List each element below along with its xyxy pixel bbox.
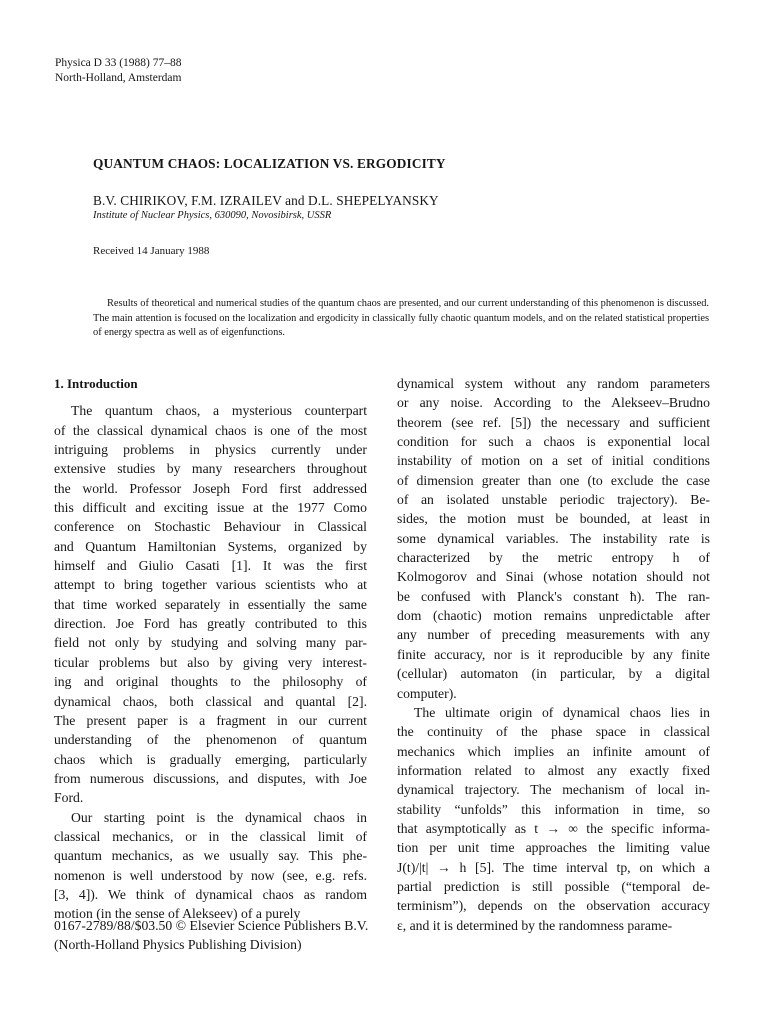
text-line: terminism”), depends on the observation accuracy bbox=[397, 898, 710, 914]
text-line: attempt to bring together various scientists who at bbox=[54, 577, 367, 593]
journal-info bbox=[55, 56, 182, 86]
division-line: (North-Holland Physics Publishing Division) bbox=[54, 937, 302, 952]
text-line: classical mechanics, or in the classical limit of bbox=[54, 828, 367, 844]
text-line: any number of preceding measurements with any bbox=[397, 627, 710, 643]
paper-title: QUANTUM CHAOS: LOCALIZATION VS. ERGODICITY bbox=[93, 156, 446, 171]
text-line: intriguing problems in physics currently under bbox=[54, 442, 367, 458]
paper-authors: B.V. CHIRIKOV, F.M. IZRAILEV and D.L. SHEPELYANSKY bbox=[93, 193, 439, 208]
text-line: be confused with Planck's constant ħ). The ran- bbox=[397, 588, 710, 604]
text-line: understanding of the phenomenon of quantum bbox=[54, 732, 367, 748]
text-line: finite accuracy, nor is it reproducible by any finite bbox=[397, 646, 710, 662]
text-line: of an isolated unstable periodic trajectory). Be- bbox=[397, 492, 710, 508]
author-affiliation: Institute of Nuclear Physics, 630090, Novosibirsk, USSR bbox=[93, 210, 332, 221]
text-line: sides, the motion must be bounded, at least in bbox=[397, 511, 710, 527]
text-line: from numerous discussions, and disputes, with Joe bbox=[54, 770, 367, 786]
text-line: conference on Stochastic Behaviour in Classical bbox=[54, 519, 367, 535]
right-column bbox=[397, 374, 710, 935]
journal-citation: Physica D 33 (1988) 77–88 bbox=[55, 57, 182, 69]
text-line: (cellular) automaton (in particular, by a digital bbox=[397, 666, 710, 682]
text-line: [3, 4]). We think of dynamical chaos as random bbox=[54, 886, 367, 902]
text-line: extensive studies by many researchers throughout bbox=[54, 461, 367, 477]
text-line: Kolmogorov and Sinai (whose notation should not bbox=[397, 569, 710, 585]
text-line: information related to almost any exactly fixed bbox=[397, 762, 710, 778]
text-line: the world. Professor Joseph Ford first addressed bbox=[54, 480, 367, 496]
text-line: dynamical system without any random parameters bbox=[397, 376, 710, 391]
text-line: direction. Joe Ford has greatly contributed to this bbox=[54, 616, 367, 632]
right-paragraph-1 bbox=[397, 374, 710, 703]
text-line: of dimension greater than one (to exclude the case bbox=[397, 472, 710, 488]
copyright-line: 0167-2789/88/$03.50 © Elsevier Science Publishers B.V. bbox=[54, 918, 369, 933]
text-line: that time worked separately in essentially the same bbox=[54, 596, 367, 612]
text-line: quantum mechanics, as we usually say. This phe- bbox=[54, 848, 367, 864]
text-line: field not only by studying and solving many par- bbox=[54, 635, 367, 651]
text-line: characterized by the metric entropy h of bbox=[397, 550, 710, 566]
text-line: and Quantum Hamiltonian Systems, organized by bbox=[54, 538, 367, 554]
journal-publisher: North-Holland, Amsterdam bbox=[55, 72, 182, 84]
text-line: or any noise. According to the Alekseev–Brudno bbox=[397, 395, 710, 411]
text-line: dynamical chaos, both classical and quantal [2]. bbox=[54, 693, 367, 709]
text-line: dom (chaotic) motion remains unpredictable after bbox=[397, 608, 710, 624]
text-line: The present paper is a fragment in our current bbox=[54, 712, 367, 728]
text-line: tion per unit time approaches the limiting value bbox=[397, 840, 710, 856]
text-line: The ultimate origin of dynamical chaos lies in bbox=[414, 704, 710, 720]
text-line: nomenon is well understood by now (see, e.g. refs. bbox=[54, 867, 367, 883]
text-line: instability of motion on a set of initial conditions bbox=[397, 453, 710, 469]
text-line: this difficult and exciting issue at the 1977 Como bbox=[54, 500, 367, 516]
text-line: ε, and it is determined by the randomness parame- bbox=[397, 917, 673, 933]
right-paragraph-2 bbox=[397, 703, 710, 935]
text-line: J(t)/|t| → h [5]. The time interval tp, on which a bbox=[397, 859, 710, 875]
text-line: mechanics which implies an infinite amount of bbox=[397, 743, 710, 759]
left-column bbox=[54, 374, 367, 924]
left-paragraph-1 bbox=[54, 401, 367, 807]
text-line: chaos which is gradually emerging, particularly bbox=[54, 751, 367, 767]
text-line: himself and Giulio Casati [1]. It was the first bbox=[54, 558, 367, 574]
text-line: that asymptotically as t → ∞ the specific informa- bbox=[397, 820, 710, 836]
text-line: the continuity of the phase space in classical bbox=[397, 724, 710, 740]
received-date: Received 14 January 1988 bbox=[93, 245, 210, 257]
text-line: stability “unfolds” this information in time, so bbox=[397, 801, 710, 817]
text-line: Ford. bbox=[54, 790, 84, 806]
text-line: Our starting point is the dynamical chaos in bbox=[71, 809, 367, 825]
left-paragraph-2 bbox=[54, 808, 367, 924]
text-line: theorem (see ref. [5]) the necessary and sufficient bbox=[397, 414, 710, 430]
text-line: ing and original thoughts to the philosophy of bbox=[54, 674, 367, 690]
text-line: condition for such a chaos is exponential local bbox=[397, 434, 710, 450]
text-line: dynamical trajectory. The mechanism of local in- bbox=[397, 782, 710, 798]
text-line: The quantum chaos, a mysterious counterpart bbox=[71, 403, 367, 419]
footer bbox=[54, 916, 368, 954]
text-line: ticular problems but also by giving very interest- bbox=[54, 654, 367, 670]
section-heading: 1. Introduction bbox=[54, 376, 138, 391]
text-line: computer). bbox=[397, 685, 457, 701]
text-line: motion (in the sense of Alekseev) of a purely bbox=[54, 906, 301, 922]
abstract: Results of theoretical and numerical studies of the quantum chaos are presented, and our current understanding of this phenomenon is discussed. The main attention is focused on the localization and ergodicity in classically fully chaotic quantum models, and on the related statistical properties of energy spectra as well as of eigenfunctions. bbox=[93, 298, 709, 338]
text-line: of the classical dynamical chaos is one of the most bbox=[54, 422, 367, 438]
text-line: partial prediction is still possible (“temporal de- bbox=[397, 878, 710, 894]
text-line: some dynamical variables. The instability rate is bbox=[397, 530, 710, 546]
